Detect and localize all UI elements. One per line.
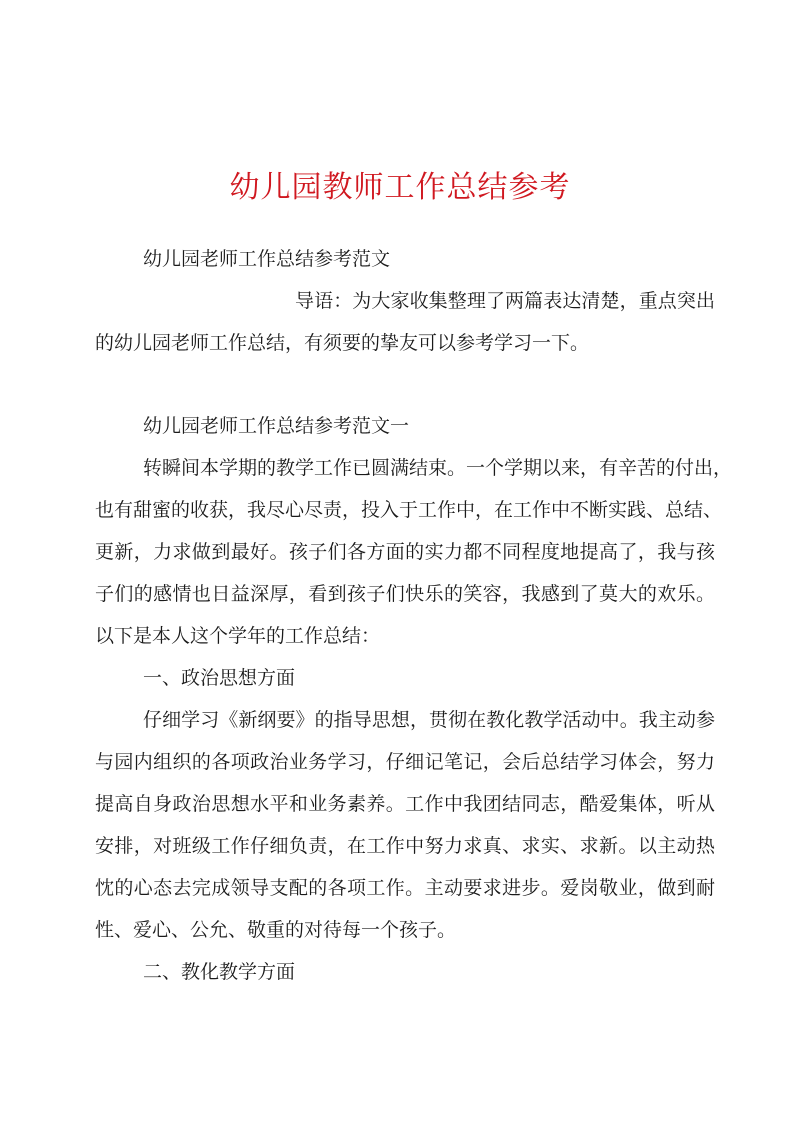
paragraph-2-line: 提高自身政治思想水平和业务素养。工作中我团结同志，酷爱集体，听从 [95, 793, 715, 815]
paragraph-1-line: 以下是本人这个学年的工作总结： [95, 625, 381, 647]
paragraph-2-line: 与园内组织的各项政治业务学习，仔细记笔记，会后总结学习体会，努力 [95, 751, 715, 773]
heading-politics: 一、政治思想方面 [143, 667, 296, 689]
guide-line-1: 导语：为大家收集整理了两篇表达清楚，重点突出 [295, 290, 715, 312]
document-title: 幼儿园教师工作总结参考 [229, 170, 571, 205]
paragraph-1-line: 更新，力求做到最好。孩子们各方面的实力都不同程度地提高了，我与孩 [95, 541, 715, 563]
paragraph-1-line: 子们的感情也日益深厚，看到孩子们快乐的笑容，我感到了莫大的欢乐。 [95, 583, 715, 605]
guide-line-2: 的幼儿园老师工作总结，有须要的挚友可以参考学习一下。 [95, 332, 590, 354]
section-heading: 幼儿园老师工作总结参考范文一 [143, 415, 410, 437]
heading-teaching: 二、教化教学方面 [143, 961, 296, 983]
paragraph-2-line: 忱的心态去完成领导支配的各项工作。主动要求进步。爱岗敬业，做到耐 [95, 877, 715, 899]
paragraph-2-line: 性、爱心、公允、敬重的对待每一个孩子。 [95, 919, 457, 941]
paragraph-2-line: 安排，对班级工作仔细负责，在工作中努力求真、求实、求新。以主动热 [95, 835, 715, 857]
paragraph-1-line: 转瞬间本学期的教学工作已圆满结束。一个学期以来，有辛苦的付出， [143, 457, 733, 479]
paragraph-2-line: 仔细学习《新纲要》的指导思想，贯彻在教化教学活动中。我主动参 [143, 709, 715, 731]
subtitle: 幼儿园老师工作总结参考范文 [143, 248, 391, 270]
paragraph-1-line: 也有甜蜜的收获，我尽心尽责，投入于工作中，在工作中不断实践、总结、 [95, 499, 723, 521]
